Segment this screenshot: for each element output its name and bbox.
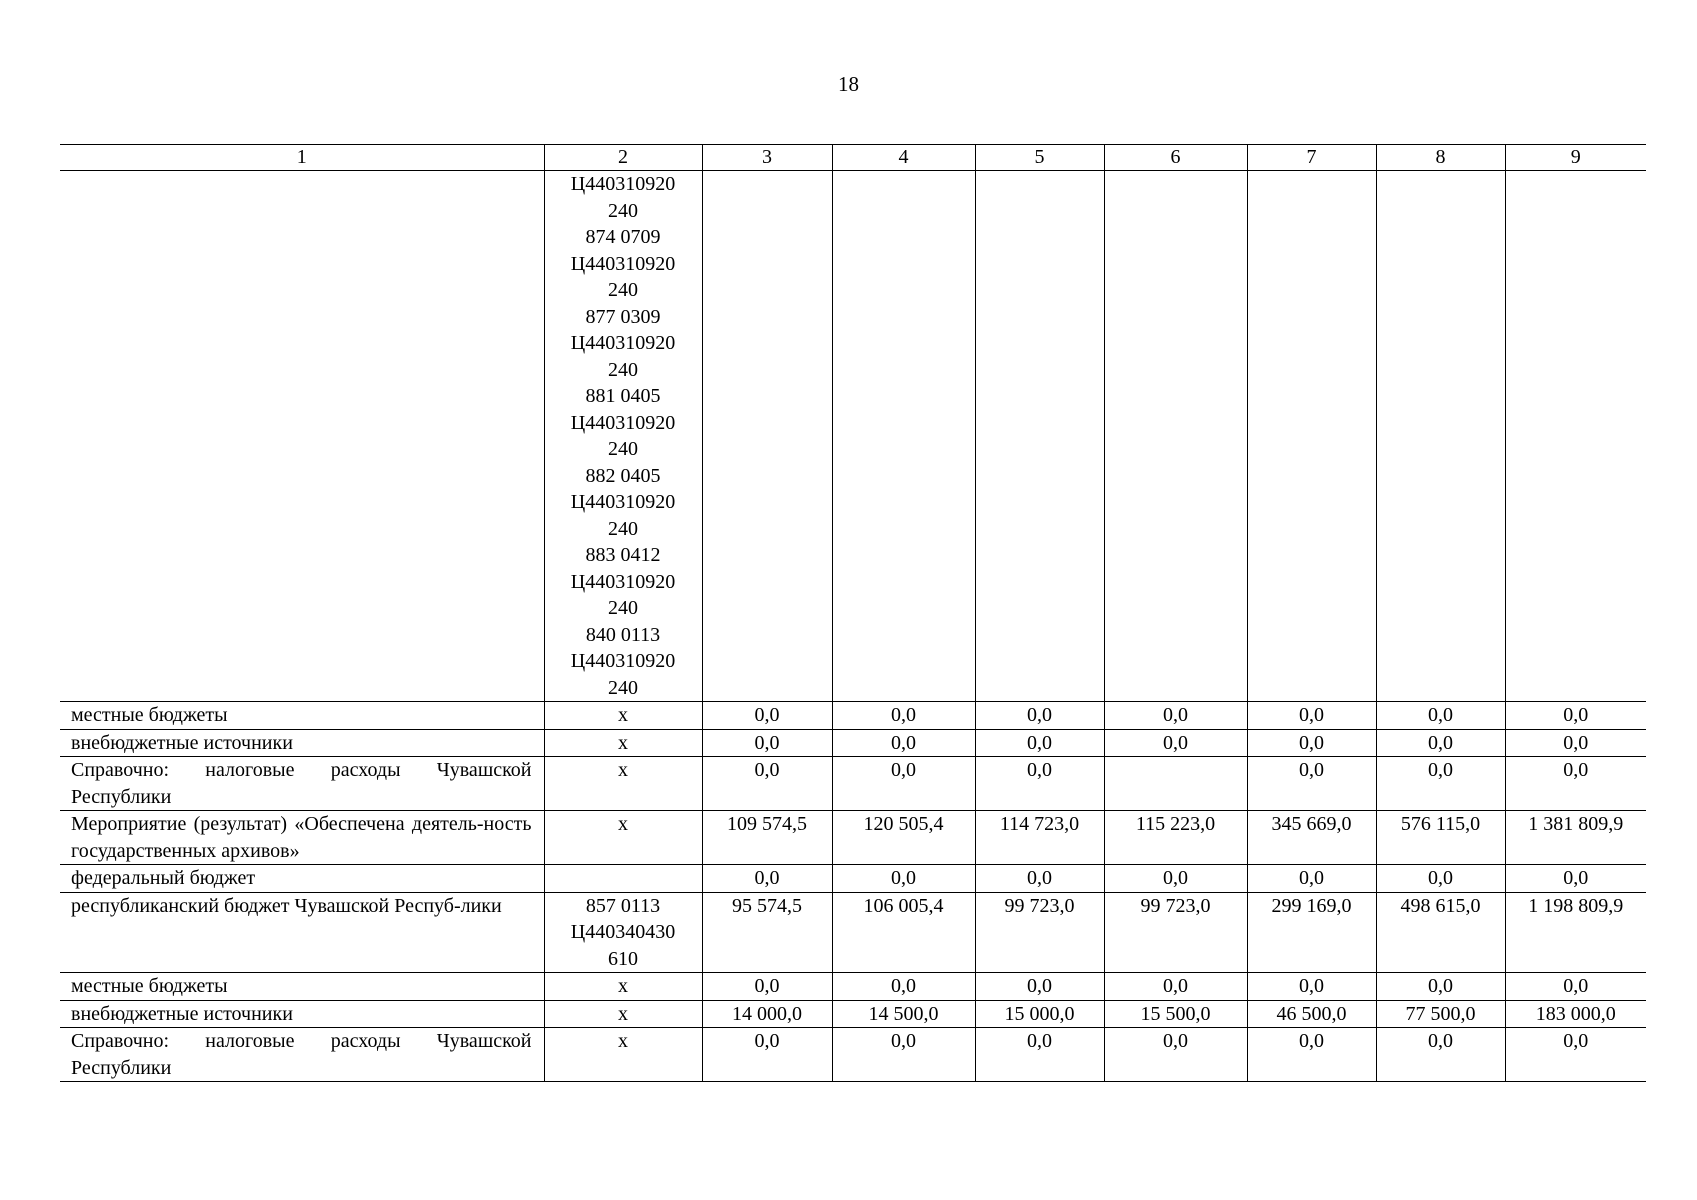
value-cell <box>1104 757 1247 811</box>
value-cell: 0,0 <box>1376 702 1505 730</box>
row-name-cell: республиканский бюджет Чувашской Респуб-лики <box>60 892 544 973</box>
value-cell: 345 669,0 <box>1247 811 1376 865</box>
budget-code-line: Ц440310920 <box>570 252 676 275</box>
budget-code-line: Ц440310920 <box>570 491 676 513</box>
budget-code-line: 240 <box>608 358 638 381</box>
budget-code-line: Ц440310920 <box>570 411 676 434</box>
budget-code-line: 610 <box>608 947 638 970</box>
budget-code-cell <box>544 865 702 893</box>
header-row <box>60 145 1646 171</box>
budget-code-line: х <box>618 813 628 835</box>
table-row <box>60 702 1646 730</box>
table-row <box>60 1028 1646 1082</box>
value-cell: 0,0 <box>975 865 1104 893</box>
value-cell: 0,0 <box>975 757 1104 811</box>
value-cell: 0,0 <box>1505 1028 1646 1082</box>
value-cell: 0,0 <box>832 757 975 811</box>
value-cell: 1 381 809,9 <box>1505 811 1646 865</box>
budget-code-line: 857 0113 <box>585 894 661 917</box>
table-row <box>60 171 1646 702</box>
budget-code-cell <box>544 702 702 730</box>
value-cell <box>1247 171 1376 702</box>
budget-code-line: 240 <box>608 199 638 222</box>
budget-code-line: 240 <box>608 438 638 460</box>
value-cell: 1 198 809,9 <box>1505 892 1646 973</box>
value-cell: 0,0 <box>1376 973 1505 1001</box>
column-header: 7 <box>1247 145 1376 171</box>
budget-code-line: Ц440310920 <box>570 570 676 593</box>
column-header: 5 <box>975 145 1104 171</box>
budget-code-cell <box>544 811 702 865</box>
value-cell: 0,0 <box>1247 757 1376 811</box>
budget-code-line: 840 0113 <box>585 623 661 646</box>
value-cell: 77 500,0 <box>1376 1000 1505 1028</box>
budget-code-cell <box>544 892 702 973</box>
table-body <box>60 145 1646 1082</box>
row-name-cell <box>60 171 544 702</box>
value-cell: 576 115,0 <box>1376 811 1505 865</box>
value-cell: 109 574,5 <box>702 811 832 865</box>
table-row <box>60 1000 1646 1028</box>
value-cell: 0,0 <box>702 973 832 1001</box>
budget-code-line: 877 0309 <box>585 305 661 328</box>
value-cell: 0,0 <box>1247 865 1376 893</box>
budget-code-cell <box>544 1028 702 1082</box>
value-cell: 0,0 <box>1104 865 1247 893</box>
budget-code-line: х <box>618 759 628 781</box>
value-cell: 0,0 <box>1104 1028 1247 1082</box>
table-row <box>60 729 1646 757</box>
value-cell: 0,0 <box>1104 702 1247 730</box>
column-header: 8 <box>1376 145 1505 171</box>
value-cell: 0,0 <box>702 1028 832 1082</box>
budget-code-line: 874 0709 <box>585 226 661 248</box>
value-cell <box>1505 171 1646 702</box>
budget-code-line: 240 <box>608 597 638 619</box>
value-cell <box>702 171 832 702</box>
value-cell: 14 000,0 <box>702 1000 832 1028</box>
page-number: 18 <box>838 72 859 96</box>
budget-code-line: 240 <box>608 676 638 699</box>
value-cell <box>1104 171 1247 702</box>
budget-code-line: х <box>618 1030 628 1052</box>
value-cell: 95 574,5 <box>702 892 832 973</box>
column-header: 2 <box>544 145 702 171</box>
value-cell: 0,0 <box>975 1028 1104 1082</box>
budget-code-line: 881 0405 <box>585 385 661 407</box>
value-cell: 0,0 <box>975 729 1104 757</box>
value-cell: 15 000,0 <box>975 1000 1104 1028</box>
value-cell: 0,0 <box>1505 973 1646 1001</box>
value-cell: 120 505,4 <box>832 811 975 865</box>
column-header: 9 <box>1505 145 1646 171</box>
budget-code-line: х <box>618 731 628 754</box>
value-cell: 0,0 <box>832 702 975 730</box>
value-cell: 498 615,0 <box>1376 892 1505 973</box>
row-name-cell: местные бюджеты <box>60 973 544 1001</box>
budget-code-cell <box>544 973 702 1001</box>
value-cell: 0,0 <box>975 702 1104 730</box>
budget-code-cell <box>544 729 702 757</box>
value-cell: 0,0 <box>1376 865 1505 893</box>
value-cell: 0,0 <box>1376 757 1505 811</box>
value-cell: 0,0 <box>1505 757 1646 811</box>
value-cell <box>832 171 975 702</box>
value-cell: 15 500,0 <box>1104 1000 1247 1028</box>
value-cell <box>1376 171 1505 702</box>
row-name-cell: местные бюджеты <box>60 702 544 730</box>
row-name-cell: внебюджетные источники <box>60 729 544 757</box>
value-cell: 0,0 <box>1376 1028 1505 1082</box>
value-cell: 14 500,0 <box>832 1000 975 1028</box>
budget-code-cell <box>544 1000 702 1028</box>
table-row <box>60 865 1646 893</box>
table-row <box>60 892 1646 973</box>
row-name-cell: Мероприятие (результат) «Обеспечена деятель-ность государственных архивов» <box>60 811 544 865</box>
value-cell: 0,0 <box>1505 702 1646 730</box>
value-cell: 0,0 <box>975 973 1104 1001</box>
budget-code-line: х <box>618 1002 628 1025</box>
value-cell: 0,0 <box>1104 973 1247 1001</box>
value-cell: 0,0 <box>1247 702 1376 730</box>
row-name-cell: Справочно: налоговые расходы Чувашской Республики <box>60 757 544 811</box>
value-cell: 114 723,0 <box>975 811 1104 865</box>
value-cell: 0,0 <box>1247 1028 1376 1082</box>
value-cell: 0,0 <box>1104 729 1247 757</box>
value-cell: 183 000,0 <box>1505 1000 1646 1028</box>
value-cell: 0,0 <box>702 702 832 730</box>
budget-code-line: 240 <box>608 517 638 540</box>
table-row <box>60 757 1646 811</box>
budget-table <box>60 144 1646 1082</box>
column-header: 1 <box>60 145 544 171</box>
value-cell: 0,0 <box>832 865 975 893</box>
budget-code-line: 240 <box>608 279 638 301</box>
value-cell: 115 223,0 <box>1104 811 1247 865</box>
row-name-cell: внебюджетные источники <box>60 1000 544 1028</box>
column-header: 6 <box>1104 145 1247 171</box>
value-cell: 0,0 <box>832 1028 975 1082</box>
column-header: 4 <box>832 145 975 171</box>
budget-code-cell <box>544 171 702 702</box>
budget-code-line: 883 0412 <box>585 544 661 566</box>
value-cell: 299 169,0 <box>1247 892 1376 973</box>
value-cell: 0,0 <box>832 973 975 1001</box>
value-cell <box>975 171 1104 702</box>
budget-code-line: Ц440310920 <box>570 332 676 354</box>
value-cell: 0,0 <box>1376 729 1505 757</box>
value-cell: 0,0 <box>702 729 832 757</box>
value-cell: 0,0 <box>832 729 975 757</box>
table-row <box>60 973 1646 1001</box>
value-cell: 0,0 <box>702 865 832 893</box>
value-cell: 99 723,0 <box>1104 892 1247 973</box>
value-cell: 106 005,4 <box>832 892 975 973</box>
value-cell: 99 723,0 <box>975 892 1104 973</box>
value-cell: 0,0 <box>1505 729 1646 757</box>
budget-code-line: Ц440310920 <box>570 173 676 195</box>
value-cell: 0,0 <box>1247 973 1376 1001</box>
budget-code-line: 882 0405 <box>585 464 661 487</box>
table-row <box>60 811 1646 865</box>
budget-code-line: Ц440340430 <box>570 921 676 943</box>
value-cell: 0,0 <box>1505 865 1646 893</box>
budget-code-cell <box>544 757 702 811</box>
budget-code-line: х <box>618 975 628 997</box>
value-cell: 46 500,0 <box>1247 1000 1376 1028</box>
row-name-cell: федеральный бюджет <box>60 865 544 893</box>
row-name-cell: Справочно: налоговые расходы Чувашской Республики <box>60 1028 544 1082</box>
budget-code-line: Ц440310920 <box>570 650 676 672</box>
value-cell: 0,0 <box>702 757 832 811</box>
value-cell: 0,0 <box>1247 729 1376 757</box>
budget-code-line: х <box>618 704 628 726</box>
column-header: 3 <box>702 145 832 171</box>
